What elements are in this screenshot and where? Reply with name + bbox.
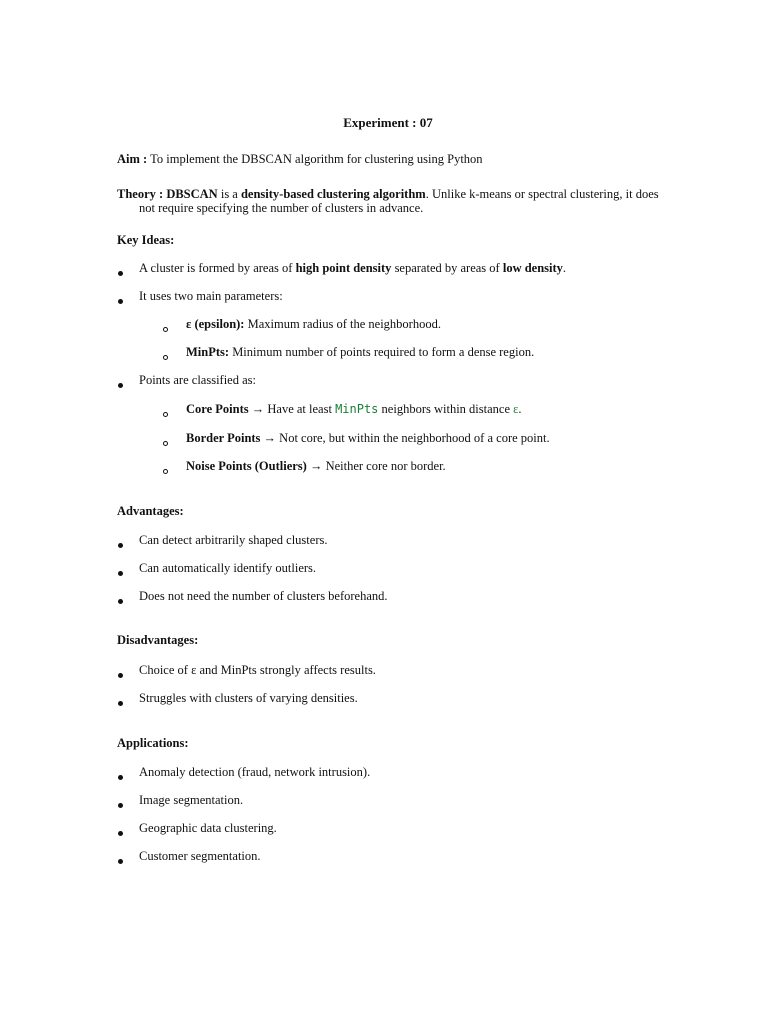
theory-line-1 [117,187,659,201]
bullet-icon [116,593,124,608]
application-item: Anomaly detection (fraud, network intrusion). [139,765,371,779]
bullet-icon [116,769,124,784]
disadvantages-heading: Disadvantages: [117,633,199,647]
advantages-heading: Advantages: [117,504,184,518]
bullet-icon [116,265,124,280]
theory-term: DBSCAN [166,187,218,201]
advantage-item: Can detect arbitrarily shaped clusters. [139,533,328,547]
advantage-item: Can automatically identify outliers. [139,561,317,575]
bullet-icon [116,565,124,580]
sub-bullet-icon [161,406,169,421]
minpts-code: MinPts [335,402,379,416]
application-item: Customer segmentation. [139,849,261,863]
bullet-icon [116,825,124,840]
bullet-icon [116,695,124,710]
theory-line-2: not require specifying the number of clusters in advance. [139,201,424,215]
core-points-line: Core Points → Have at least MinPts neighbors within distance ε. [186,402,522,416]
aim-label: Aim : [117,152,148,166]
application-item: Image segmentation. [139,793,244,807]
bullet-icon [116,667,124,682]
disadvantage-item: Struggles with clusters of varying densities. [139,691,358,705]
bullet-icon [116,537,124,552]
page-title: Experiment : 07 [343,115,433,130]
theory-text-2: . Unlike k-means or spectral clustering, it does [425,187,659,201]
bullet-icon [116,293,124,308]
theory-bold-1: density-based clustering algorithm [240,187,426,201]
key-ideas-heading: Key Ideas: [117,233,175,247]
key-idea-3: Points are classified as: [139,373,256,387]
bullet-icon [116,797,124,812]
param-minpts: MinPts: Minimum number of points required to form a dense region. [186,345,535,359]
border-points-line: Border Points → Not core, but within the neighborhood of a core point. [186,431,550,445]
theory-text-1: is a [220,187,238,201]
key-idea-2: It uses two main parameters: [139,289,283,303]
sub-bullet-icon [161,349,169,364]
bullet-icon [116,853,124,868]
bullet-icon [116,377,124,392]
advantage-item: Does not need the number of clusters beforehand. [139,589,388,603]
aim-line [117,152,483,166]
application-item: Geographic data clustering. [139,821,277,835]
applications-heading: Applications: [117,736,189,750]
theory-label: Theory : [117,187,164,201]
noise-points-line: Noise Points (Outliers) → Neither core nor border. [186,459,446,473]
sub-bullet-icon [161,435,169,450]
param-epsilon: ε (epsilon): Maximum radius of the neighborhood. [186,317,441,331]
aim-text: To implement the DBSCAN algorithm for clustering using Python [150,152,483,166]
disadvantage-item: Choice of ε and MinPts strongly affects results. [139,663,376,677]
epsilon-code: ε [513,402,519,416]
key-idea-1: A cluster is formed by areas of high point density separated by areas of low density. [139,261,567,275]
sub-bullet-icon [161,463,169,478]
sub-bullet-icon [161,321,169,336]
